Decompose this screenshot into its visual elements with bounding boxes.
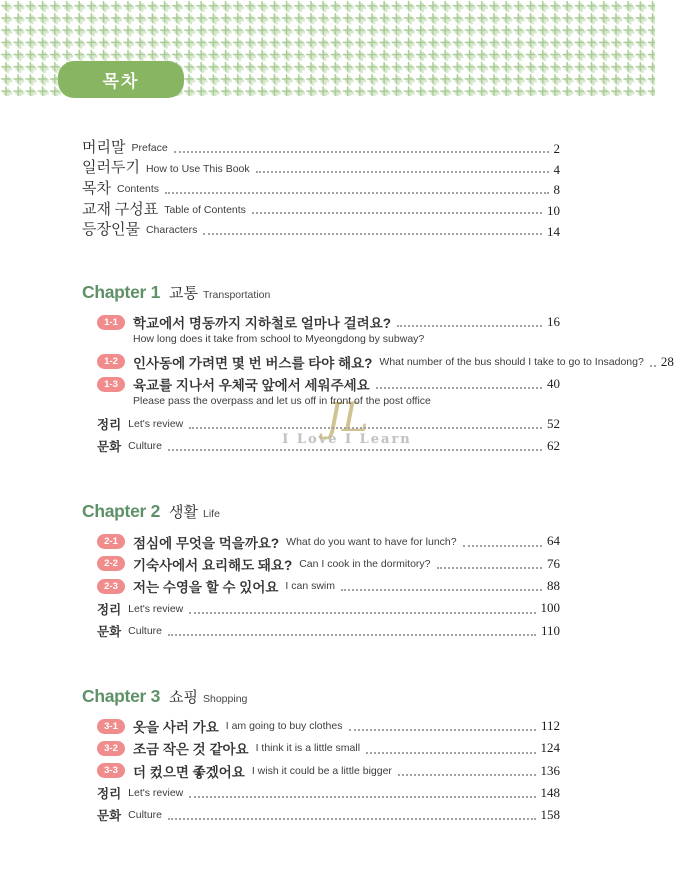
toc-row	[97, 373, 560, 395]
page-number: 40	[547, 376, 560, 392]
toc-row	[82, 177, 560, 198]
dotted-leader	[341, 589, 542, 591]
toc-row	[97, 553, 560, 575]
toc-row	[97, 737, 560, 759]
page-number: 28	[660, 353, 674, 369]
lesson-english: I can swim	[285, 580, 336, 593]
toc-row	[82, 157, 560, 178]
page-number: 64	[547, 533, 560, 549]
dotted-leader	[349, 729, 536, 731]
lesson-entry	[97, 553, 560, 575]
section-korean: 정리	[97, 418, 122, 433]
page-number: 136	[540, 762, 560, 778]
lesson-english: I wish it could be a little bigger	[251, 764, 392, 777]
lesson-badge: 1-1	[97, 315, 125, 330]
section-korean: 정리	[97, 602, 122, 617]
lesson-badge: 2-3	[97, 579, 125, 594]
lesson-english: Can I cook in the dormitory?	[299, 557, 431, 570]
section-english: Let's review	[128, 787, 184, 799]
section-english: Culture	[128, 624, 163, 637]
chapter-english: Shopping	[203, 692, 248, 705]
chapter-items	[82, 530, 560, 641]
page-number: 14	[547, 223, 560, 239]
chapter-items	[82, 311, 674, 457]
chapter-english: Transportation	[203, 289, 271, 301]
fm-english: How to Use This Book	[145, 162, 250, 175]
chapter-label: Chapter 3	[82, 685, 161, 706]
chapter-korean: 교통	[169, 286, 198, 302]
chapter-items	[82, 715, 560, 826]
page-number: 148	[540, 784, 560, 800]
page-number: 2	[553, 141, 560, 157]
lesson-badge: 1-2	[97, 354, 125, 369]
lesson-badge: 2-2	[97, 556, 125, 571]
page-number: 158	[540, 807, 560, 823]
page-number: 52	[547, 415, 560, 431]
section-english: Let's review	[128, 418, 184, 431]
fm-korean: 머리말	[82, 139, 126, 156]
chapter-korean: 생활	[169, 505, 198, 522]
dotted-leader	[189, 427, 542, 429]
lesson-korean: 조금 작은 것 같아요	[133, 742, 249, 758]
toc-row	[97, 804, 560, 826]
lesson-korean: 더 컸으면 좋겠어요	[133, 764, 245, 780]
fm-english: Table of Contents	[164, 203, 246, 216]
lesson-english: What do you want to have for lunch?	[286, 535, 457, 548]
dotted-leader	[189, 612, 535, 614]
watermark-text: I Love I Learn	[282, 432, 412, 447]
dotted-leader	[174, 151, 549, 153]
section-korean: 문화	[97, 809, 122, 824]
dotted-leader	[203, 233, 542, 235]
section-english: Let's review	[128, 602, 184, 615]
toc-row	[97, 715, 560, 737]
chapters	[82, 282, 674, 826]
dotted-leader	[397, 325, 542, 327]
lesson-korean: 육교를 지나서 우체국 앞에서 세워주세요	[133, 378, 370, 394]
watermark-monogram-icon: JL	[325, 395, 369, 441]
dotted-leader	[650, 365, 656, 367]
lesson-english: I am going to buy clothes	[225, 720, 343, 733]
chapter-section	[82, 282, 674, 457]
chapter-heading	[82, 686, 560, 706]
dotted-leader	[437, 567, 542, 569]
lesson-entry	[97, 373, 560, 413]
lesson-subtitle: Please pass the overpass and let us off in front of the post office	[133, 395, 431, 408]
lesson-entry	[97, 575, 560, 597]
lesson-entry	[97, 760, 560, 782]
dotted-leader	[256, 171, 549, 173]
toc-row	[82, 218, 560, 239]
toc-row	[97, 575, 560, 597]
chapter-label: Chapter 1	[82, 282, 161, 302]
chapter-heading	[82, 501, 560, 521]
page-title-badge	[58, 61, 184, 98]
chapter-english: Life	[203, 508, 220, 521]
page-number: 100	[540, 600, 560, 616]
lesson-korean: 점심에 무엇을 먹을까요?	[133, 535, 280, 551]
page-title: 목차	[102, 72, 140, 91]
page-number: 8	[553, 182, 560, 198]
chapter-label: Chapter 2	[82, 501, 161, 522]
lesson-english: What number of the bus should I take to go to Insadong?	[379, 355, 644, 368]
toc-row	[97, 311, 560, 333]
dotted-leader	[168, 818, 535, 820]
fm-korean: 등장인물	[82, 222, 140, 239]
toc-row	[82, 198, 560, 219]
dotted-leader	[168, 449, 542, 451]
page-number: 62	[547, 438, 560, 454]
toc-row	[97, 760, 560, 782]
fm-korean: 교재 구성표	[82, 201, 159, 218]
page-number: 4	[553, 161, 560, 177]
toc-row	[82, 136, 560, 157]
section-english: Culture	[128, 809, 163, 822]
dotted-leader	[189, 796, 535, 798]
dotted-leader	[463, 545, 542, 547]
dotted-leader	[398, 774, 536, 776]
toc-row	[97, 597, 560, 619]
fm-english: Contents	[116, 183, 160, 196]
page-number: 10	[547, 203, 560, 219]
page-number: 76	[547, 555, 560, 571]
fm-english: Characters	[145, 224, 198, 237]
lesson-korean: 옷을 사러 가요	[133, 720, 219, 736]
page-number: 88	[547, 578, 560, 594]
toc-row	[97, 413, 560, 435]
page-number: 124	[540, 740, 560, 756]
fm-english: Preface	[131, 141, 168, 154]
section-korean: 문화	[97, 440, 122, 455]
lesson-badge: 1-3	[97, 377, 125, 392]
lesson-badge: 2-1	[97, 534, 125, 549]
dotted-leader	[376, 387, 542, 389]
section-korean: 정리	[97, 787, 122, 801]
lesson-badge: 3-2	[97, 741, 125, 756]
lesson-badge: 3-1	[97, 719, 125, 734]
page-number: 110	[540, 622, 560, 638]
chapter-section	[82, 686, 560, 826]
lesson-korean: 기숙사에서 요리해도 돼요?	[133, 557, 293, 573]
lesson-entry	[97, 737, 560, 759]
fm-korean: 일러두기	[82, 160, 140, 177]
lesson-korean: 학교에서 명동까지 지하철로 얼마나 걸려요?	[133, 316, 391, 332]
lesson-korean: 저는 수영을 할 수 있어요	[133, 580, 279, 596]
lesson-entry	[97, 311, 560, 351]
page-number: 112	[540, 717, 560, 733]
lesson-entry	[97, 715, 560, 737]
lesson-subtitle: How long does it take from school to Myeongdong by subway?	[133, 333, 425, 346]
section-english: Culture	[128, 440, 163, 453]
lesson-entry	[97, 351, 674, 373]
toc-row	[97, 782, 560, 804]
toc-row	[97, 530, 560, 552]
fm-korean: 목차	[82, 181, 111, 198]
toc-row	[97, 351, 674, 373]
lesson-korean: 인사동에 가려면 몇 번 버스를 타야 해요?	[133, 355, 373, 371]
lesson-badge: 3-3	[97, 763, 125, 778]
dotted-leader	[168, 634, 536, 636]
lesson-entry	[97, 530, 560, 552]
dotted-leader	[165, 192, 548, 194]
chapter-section	[82, 501, 560, 641]
chapter-korean: 쇼핑	[169, 689, 198, 706]
dotted-leader	[366, 752, 535, 754]
dotted-leader	[252, 212, 542, 214]
page-number: 16	[547, 314, 560, 329]
front-matter	[82, 136, 560, 239]
toc-row	[97, 435, 560, 457]
section-korean: 문화	[97, 624, 122, 639]
chapter-heading	[82, 282, 560, 302]
toc-row	[97, 620, 560, 642]
lesson-english: I think it is a little small	[255, 742, 361, 755]
